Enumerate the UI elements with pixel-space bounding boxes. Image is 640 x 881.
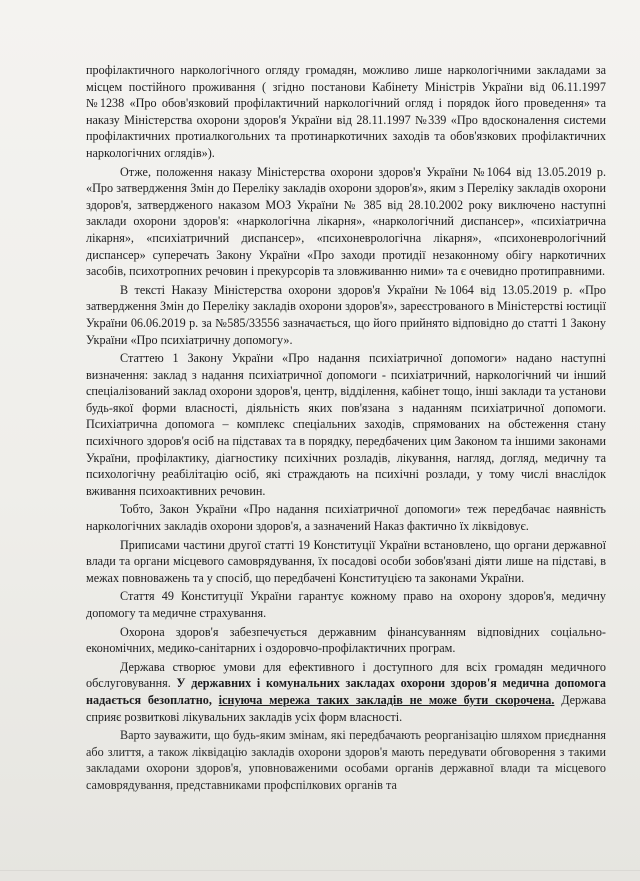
run-normal-1: Держава створює умови для ефективного і доступного для всіх громадян медичного обслуговування. xyxy=(86,659,606,691)
paragraph-order-1064-contradiction: Отже, положення наказу Міністерства охорони здоров'я України №1064 від 13.05.2019 р. «Про затвердження Змін до Переліку закладів охорони здоров'я», яким з Переліку закладів охорони здоров'я, затвердженого наказом МОЗ України № 385 від 28.10.2002 року виключено наступні заклади охорони здоров'я: «наркологічна лікарня», «наркологічний диспансер», «психіатрична лікарня», «психіатричний диспансер», «психоневрологічна лікарня», «психоневрологічний диспансер» суперечать Закону України «Про заходи протидії незаконному обігу наркотичних засобів, психотропних речовин і прекурсорів та зловживанню ними» та є очевидно протиправними. xyxy=(86,164,606,279)
paragraph-reorganization-discussion: Варто зауважити, що будь-яким змінам, які передбачають реорганізацію шляхом приєднання або злиття, а також ліквідацію закладів охорони здоров'я мають передувати обговорення з такими закладами охорони здоров'я, уповноваженими особами органів державної влади та місцевого самоврядування, представниками профспілкових органів та xyxy=(86,728,606,792)
paragraph-constitution-article-49: Стаття 49 Конституції України гарантує кожному право на охорону здоров'я, медичну допомогу та медичне страхування. xyxy=(86,589,606,620)
document-body xyxy=(86,62,606,796)
paragraph-state-guarantees xyxy=(86,659,606,725)
paragraph-order-text-reference: В тексті Наказу Міністерства охорони здоров'я України №1064 від 13.05.2019 р. «Про затвердження Змін до Переліку закладів охорони здоров'я», зареєстрованого в Міністерстві юстиції України 06.06.2019 р. за №585/33556 зазначається, що його прийнято відповідно до статті 1 Закону України «Про психіатричну допомогу». xyxy=(86,282,606,347)
run-bold-underline-network: існуюча мережа таких закладів не може бути скорочена. xyxy=(218,692,555,707)
run-normal-2: Держава сприяє розвиткові лікувальних закладів усіх форм власності. xyxy=(86,692,606,724)
run-bold-free-care: У державних і комунальних закладах охорони здоров'я медична допомога надається безоплатно, xyxy=(86,676,606,707)
paragraph-continuation: профілактичного наркологічного огляду громадян, можливо лише наркологічними закладами за місцем постійного проживання ( згідно постанови Кабінету Міністрів України від 06.11.1997 №1238 «Про обов'язковий профілактичний наркологічний огляд і порядок його проведення» та наказу Міністерства охорони здоров'я України від 28.11.1997 №339 «Про вдосконалення системи профілактичних протиалкогольних та протинаркотичних заходів та обов'язкових профілактичних наркологічних оглядів»). xyxy=(86,63,606,160)
scan-artifact-line xyxy=(0,870,640,871)
paragraph-law-article-1: Статтею 1 Закону України «Про надання психіатричної допомоги» надано наступні визначення: заклад з надання психіатричної допомоги - психіатричний, наркологічний чи інший спеціалізований заклад охорони здоров'я, центр, відділення, кабінет тощо, інші заклади та установи будь-якої форми власності, діяльність яких пов'язана з наданням психіатричної допомоги. Психіатрична допомога – комплекс спеціальних заходів, спрямованих на обстеження стану психічного здоров'я осіб на підставах та в порядку, передбачених цим Законом та іншими законами України, профілактику, діагностику психічних розладів, лікування, нагляд, догляд, медичну та психологічну реабілітацію осіб, які страждають на психічні розлади, у тому числі внаслідок вживання психоактивних речовин. xyxy=(86,351,606,498)
paragraph-law-provides: Тобто, Закон України «Про надання психіатричної допомоги» теж передбачає наявність наркологічних закладів охорони здоров'я, а зазначений Наказ фактично їх ліквідовує. xyxy=(86,502,606,534)
paragraph-constitution-article-19: Приписами частини другої статті 19 Конституції України встановлено, що органи державної влади та органи місцевого самоврядування, їх посадові особи зобов'язані діяти лише на підставі, в межах повноважень та у спосіб, що передбачені Конституцією та законами України. xyxy=(86,537,606,585)
paragraph-state-funding: Охорона здоров'я забезпечується державним фінансуванням відповідних соціально-економічних, медико-санітарних і оздоровчо-профілактичних програм. xyxy=(86,624,606,656)
